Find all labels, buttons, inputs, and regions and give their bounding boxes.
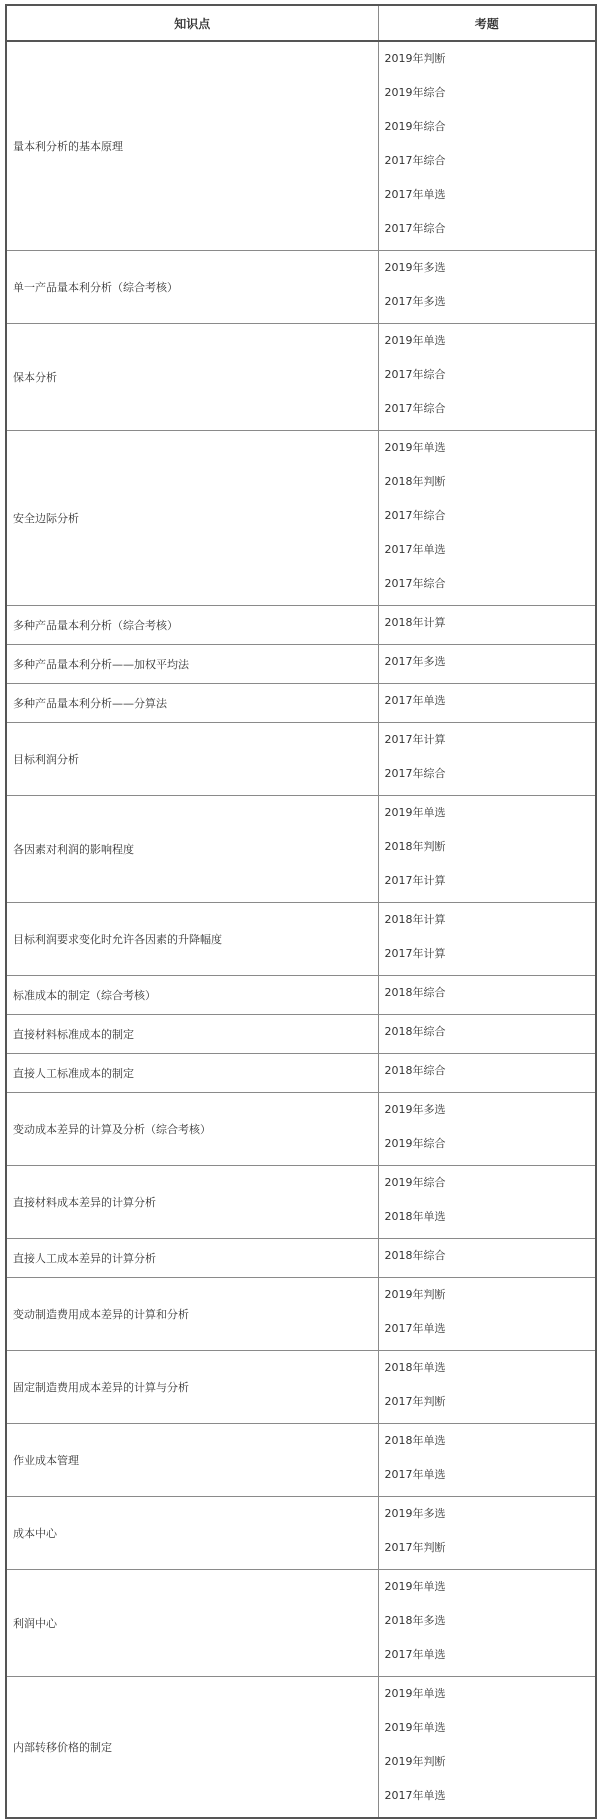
exam-item: 2019年单选 xyxy=(384,1580,446,1593)
exam-list-cell xyxy=(378,684,596,723)
exam-list-cell xyxy=(378,1015,596,1054)
table-row xyxy=(6,606,596,645)
table-row xyxy=(6,1054,596,1093)
table-row xyxy=(6,1351,596,1424)
exam-item: 2018年计算 xyxy=(384,616,446,629)
table-row xyxy=(6,1166,596,1239)
exam-item: 2017年判断 xyxy=(384,1395,446,1408)
table-row xyxy=(6,324,596,431)
exam-list-cell xyxy=(378,796,596,903)
header-knowledge-point: 知识点 xyxy=(6,5,378,41)
exam-item: 2018年单选 xyxy=(384,1434,446,1447)
table-row xyxy=(6,1239,596,1278)
table-row xyxy=(6,1278,596,1351)
knowledge-point-cell: 量本利分析的基本原理 xyxy=(6,41,378,251)
knowledge-point-cell: 成本中心 xyxy=(6,1497,378,1570)
knowledge-point-cell: 保本分析 xyxy=(6,324,378,431)
exam-item: 2018年综合 xyxy=(384,1249,446,1262)
knowledge-point-cell: 利润中心 xyxy=(6,1570,378,1677)
exam-list-cell xyxy=(378,1570,596,1677)
knowledge-point-cell: 多种产品量本利分析（综合考核） xyxy=(6,606,378,645)
table-row xyxy=(6,1015,596,1054)
exam-item: 2019年判断 xyxy=(384,52,446,65)
table-row xyxy=(6,723,596,796)
table-body xyxy=(6,41,596,1818)
exam-item: 2018年单选 xyxy=(384,1210,446,1223)
knowledge-point-cell: 多种产品量本利分析——分算法 xyxy=(6,684,378,723)
table-row xyxy=(6,796,596,903)
exam-list-cell xyxy=(378,1166,596,1239)
exam-list-cell xyxy=(378,1278,596,1351)
knowledge-point-cell: 各因素对利润的影响程度 xyxy=(6,796,378,903)
exam-item: 2018年计算 xyxy=(384,913,446,926)
table-row xyxy=(6,1424,596,1497)
table-row xyxy=(6,1093,596,1166)
exam-list-cell xyxy=(378,723,596,796)
exam-item: 2017年多选 xyxy=(384,655,446,668)
knowledge-point-cell: 内部转移价格的制定 xyxy=(6,1677,378,1819)
exam-table xyxy=(5,4,597,1819)
knowledge-point-cell: 安全边际分析 xyxy=(6,431,378,606)
knowledge-point-cell: 标准成本的制定（综合考核） xyxy=(6,976,378,1015)
table-row xyxy=(6,976,596,1015)
exam-item: 2018年综合 xyxy=(384,1064,446,1077)
knowledge-point-cell: 直接人工成本差异的计算分析 xyxy=(6,1239,378,1278)
table-row xyxy=(6,1497,596,1570)
exam-item: 2019年综合 xyxy=(384,1176,446,1189)
exam-item: 2017年计算 xyxy=(384,947,446,960)
knowledge-point-cell: 直接材料标准成本的制定 xyxy=(6,1015,378,1054)
exam-list-cell xyxy=(378,1424,596,1497)
knowledge-point-cell: 目标利润分析 xyxy=(6,723,378,796)
exam-item: 2018年判断 xyxy=(384,475,446,488)
exam-item: 2017年单选 xyxy=(384,1789,446,1802)
table-header-row xyxy=(6,5,596,41)
exam-item: 2019年单选 xyxy=(384,1721,446,1734)
exam-list-cell xyxy=(378,1054,596,1093)
exam-list-cell xyxy=(378,976,596,1015)
exam-item: 2019年单选 xyxy=(384,1687,446,1700)
exam-list-cell xyxy=(378,324,596,431)
exam-item: 2019年综合 xyxy=(384,120,446,133)
exam-item: 2017年单选 xyxy=(384,1468,446,1481)
knowledge-point-cell: 变动成本差异的计算及分析（综合考核） xyxy=(6,1093,378,1166)
exam-item: 2019年判断 xyxy=(384,1288,446,1301)
exam-list-cell xyxy=(378,645,596,684)
exam-item: 2018年判断 xyxy=(384,840,446,853)
exam-item: 2019年单选 xyxy=(384,806,446,819)
exam-item: 2018年单选 xyxy=(384,1361,446,1374)
exam-item: 2017年计算 xyxy=(384,733,446,746)
table-row xyxy=(6,431,596,606)
exam-item: 2017年单选 xyxy=(384,1322,446,1335)
exam-list-cell xyxy=(378,251,596,324)
exam-item: 2019年单选 xyxy=(384,334,446,347)
knowledge-point-cell: 目标利润要求变化时允许各因素的升降幅度 xyxy=(6,903,378,976)
exam-item: 2017年综合 xyxy=(384,509,446,522)
exam-item: 2017年单选 xyxy=(384,1648,446,1661)
exam-item: 2017年多选 xyxy=(384,295,446,308)
table-row xyxy=(6,903,596,976)
header-exam: 考题 xyxy=(378,5,596,41)
exam-item: 2017年单选 xyxy=(384,188,446,201)
exam-item: 2019年单选 xyxy=(384,441,446,454)
exam-item: 2017年综合 xyxy=(384,402,446,415)
knowledge-point-cell: 直接材料成本差异的计算分析 xyxy=(6,1166,378,1239)
knowledge-point-cell: 多种产品量本利分析——加权平均法 xyxy=(6,645,378,684)
exam-item: 2017年判断 xyxy=(384,1541,446,1554)
exam-list-cell xyxy=(378,1497,596,1570)
exam-item: 2017年综合 xyxy=(384,767,446,780)
table-row xyxy=(6,1570,596,1677)
exam-item: 2017年计算 xyxy=(384,874,446,887)
exam-item: 2018年综合 xyxy=(384,1025,446,1038)
exam-table-container xyxy=(5,4,597,1819)
exam-item: 2017年综合 xyxy=(384,154,446,167)
exam-item: 2018年综合 xyxy=(384,986,446,999)
exam-item: 2019年多选 xyxy=(384,1103,446,1116)
exam-list-cell xyxy=(378,1677,596,1819)
knowledge-point-cell: 单一产品量本利分析（综合考核） xyxy=(6,251,378,324)
exam-item: 2017年单选 xyxy=(384,694,446,707)
exam-list-cell xyxy=(378,1093,596,1166)
knowledge-point-cell: 作业成本管理 xyxy=(6,1424,378,1497)
exam-item: 2019年判断 xyxy=(384,1755,446,1768)
table-row xyxy=(6,684,596,723)
exam-item: 2019年多选 xyxy=(384,261,446,274)
exam-item: 2019年多选 xyxy=(384,1507,446,1520)
knowledge-point-cell: 变动制造费用成本差异的计算和分析 xyxy=(6,1278,378,1351)
table-row xyxy=(6,251,596,324)
exam-item: 2017年综合 xyxy=(384,368,446,381)
knowledge-point-cell: 固定制造费用成本差异的计算与分析 xyxy=(6,1351,378,1424)
table-row xyxy=(6,645,596,684)
knowledge-point-cell: 直接人工标准成本的制定 xyxy=(6,1054,378,1093)
exam-item: 2018年多选 xyxy=(384,1614,446,1627)
exam-item: 2019年综合 xyxy=(384,86,446,99)
exam-list-cell xyxy=(378,903,596,976)
exam-list-cell xyxy=(378,1239,596,1278)
table-row xyxy=(6,1677,596,1819)
exam-list-cell xyxy=(378,1351,596,1424)
exam-item: 2019年综合 xyxy=(384,1137,446,1150)
exam-item: 2017年综合 xyxy=(384,222,446,235)
exam-list-cell xyxy=(378,431,596,606)
exam-list-cell xyxy=(378,41,596,251)
exam-list-cell xyxy=(378,606,596,645)
exam-item: 2017年单选 xyxy=(384,543,446,556)
table-row xyxy=(6,41,596,251)
exam-item: 2017年综合 xyxy=(384,577,446,590)
